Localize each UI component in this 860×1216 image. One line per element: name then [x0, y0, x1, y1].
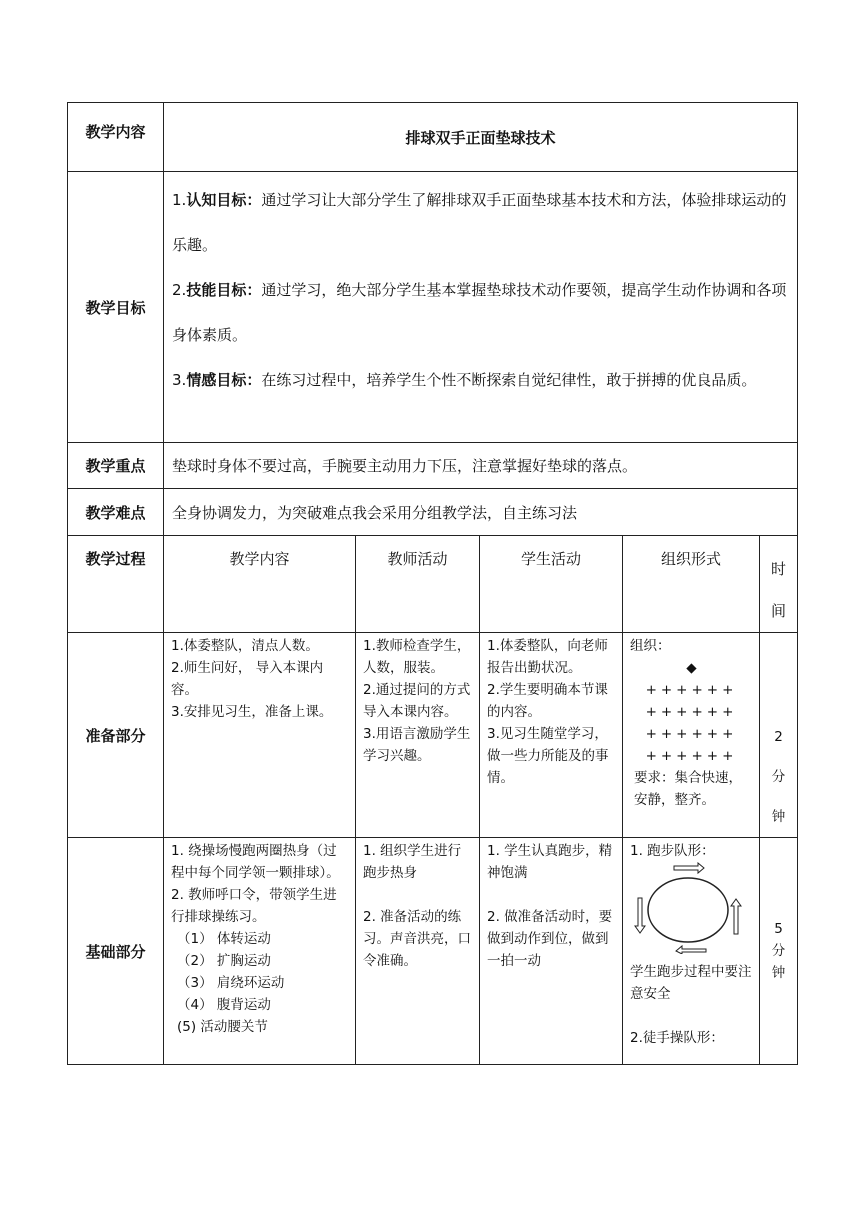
basic-label: 基础部分 — [68, 838, 164, 1065]
goal-item: 3.情感目标：在练习过程中，培养学生个性不断探索自觉纪律性，敢于拼搏的优良品质。 — [172, 371, 757, 389]
col-header-time: 时 间 — [760, 536, 798, 633]
basic-content: 1. 绕操场慢跑两圈热身（过程中每个同学领一颗排球）。 2. 教师呼口令，带领学生进行排球操练习。 （1） 体转运动 （2） 扩胸运动 （3） 肩绕环运动 （4） 腹背运动 (5) 活动腰关节 — [164, 838, 356, 1065]
prep-row — [68, 633, 798, 838]
key-point-row — [68, 443, 798, 489]
title-row — [68, 103, 798, 172]
prep-teacher: 1.教师检查学生，人数，服装。 2.通过提问的方式导入本课内容。 3.用语言激励学生学习兴趣。 — [356, 633, 480, 838]
arrow-left-icon — [674, 863, 704, 873]
lesson-title: 排球双手正面垫球技术 — [164, 103, 798, 172]
arrow-down-icon — [635, 898, 645, 933]
basic-org: 1. 跑步队形： 学生跑步过程中要注意安全 2.徒手操队形： — [623, 838, 760, 1065]
running-track-diagram — [630, 862, 748, 954]
col-header-teacher: 教师活动 — [356, 536, 480, 633]
goal-item: 1.认知目标：通过学习让大部分学生了解排球双手正面垫球基本技术和方法，体验排球运动的乐趣。 — [172, 191, 787, 254]
difficulty-row — [68, 489, 798, 536]
formation-row: ++++++ — [645, 748, 738, 764]
org-note: 要求：集合快速，安静，整齐。 — [634, 770, 742, 808]
col-header-content: 教学内容 — [164, 536, 356, 633]
arrow-up-icon — [731, 899, 741, 934]
basic-student: 1. 学生认真跑步，精神饱满 2. 做准备活动时，要做到动作到位，做到一拍一动 — [480, 838, 623, 1065]
goals-cell — [164, 172, 798, 443]
process-label: 教学过程 — [68, 536, 164, 633]
goals-label: 教学目标 — [68, 172, 164, 443]
lesson-plan-table — [67, 102, 798, 1065]
track-ellipse — [648, 878, 728, 942]
prep-label: 准备部分 — [68, 633, 164, 838]
process-header-row — [68, 536, 798, 633]
basic-teacher: 1. 组织学生进行跑步热身 2. 准备活动的练习。声音洪亮，口令准确。 — [356, 838, 480, 1065]
prep-content: 1.体委整队，清点人数。 2.师生问好， 导入本课内容。 3.安排见习生，准备上课。 — [164, 633, 356, 838]
difficulty-text: 全身协调发力，为突破难点我会采用分组教学法，自主练习法 — [164, 489, 798, 536]
goals-row — [68, 172, 798, 443]
key-point-label: 教学重点 — [68, 443, 164, 489]
basic-row — [68, 838, 798, 1065]
formation-row: ++++++ — [645, 682, 738, 698]
prep-student: 1.体委整队，向老师报告出勤状况。 2.学生要明确本节课的内容。 3.见习生随堂学习，做一些力所能及的事情。 — [480, 633, 623, 838]
content-label: 教学内容 — [68, 103, 164, 172]
formation-row: ++++++ — [645, 704, 738, 720]
formation-row: ++++++ — [645, 726, 738, 742]
col-header-student: 学生活动 — [480, 536, 623, 633]
prep-time: 2 分 钟 — [760, 633, 798, 838]
col-header-org: 组织形式 — [623, 536, 760, 633]
goal-item: 2.技能目标：通过学习，绝大部分学生基本掌握垫球技术动作要领，提高学生动作协调和各项身体素质。 — [172, 281, 787, 344]
basic-time: 5 分 钟 — [760, 838, 798, 1065]
prep-org: 组织： ◆ ++++++ ++++++ ++++++ ++++++ 要求：集合快速，安静，整齐。 — [623, 633, 760, 838]
key-point-text: 垫球时身体不要过高，手腕要主动用力下压，注意掌握好垫球的落点。 — [164, 443, 798, 489]
difficulty-label: 教学难点 — [68, 489, 164, 536]
arrow-right-icon — [676, 946, 706, 954]
instructor-marker-icon: ◆ — [686, 660, 697, 676]
